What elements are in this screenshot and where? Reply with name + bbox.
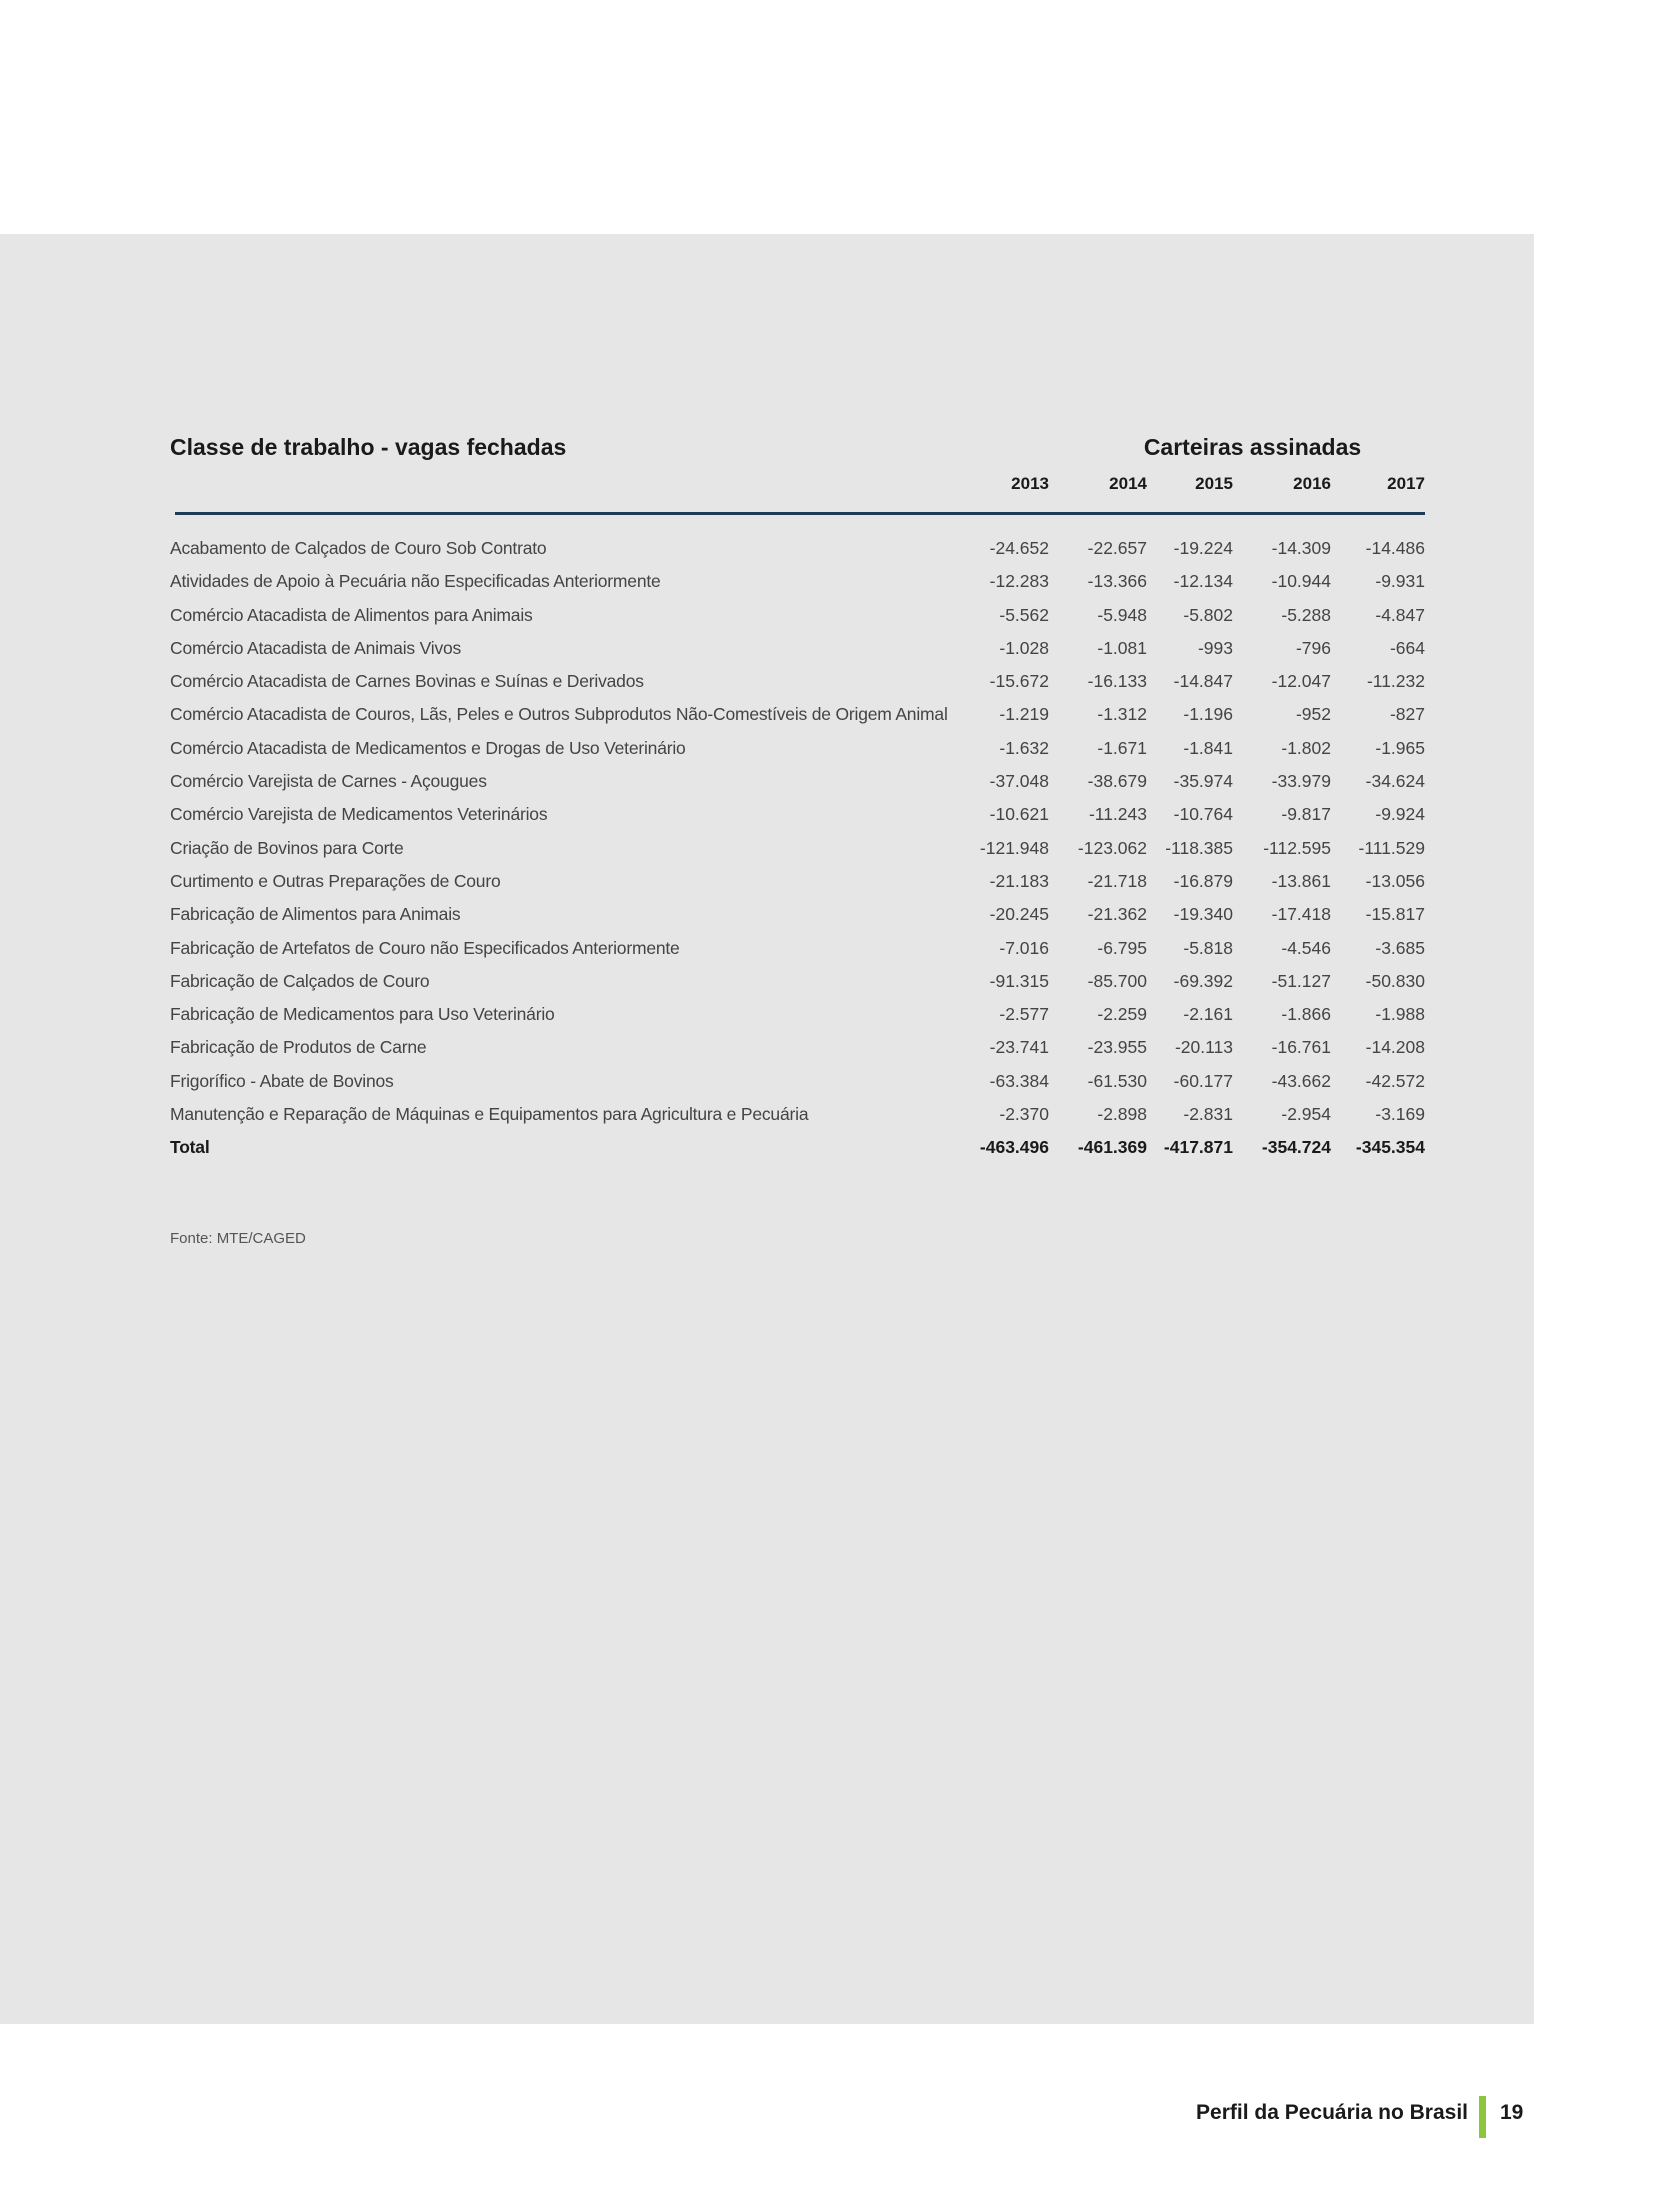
table-row (0, 871, 1534, 904)
year-header-2013: 2013 (1011, 474, 1049, 493)
row-value-2015: -2.831 (1183, 1104, 1233, 1125)
row-value-2013: -10.621 (989, 804, 1049, 825)
table-row (0, 1004, 1534, 1037)
row-value-2015: -1.196 (1183, 704, 1233, 725)
table-row (0, 971, 1534, 1004)
table-row (0, 904, 1534, 937)
table-row (0, 804, 1534, 837)
row-value-2017: -111.529 (1358, 837, 1425, 858)
row-label: Manutenção e Reparação de Máquinas e Equipamentos para Agricultura e Pecuária (170, 1104, 809, 1125)
table-row (0, 704, 1534, 737)
row-value-2016: -1.866 (1281, 1004, 1331, 1025)
row-value-2013: -21.183 (989, 870, 1049, 891)
row-value-2015: -19.224 (1173, 538, 1233, 558)
row-value-2015: -19.340 (1173, 904, 1233, 925)
row-value-2015: -14.847 (1173, 671, 1233, 692)
table-row (0, 771, 1534, 804)
row-value-2017: -664 (1389, 637, 1425, 658)
row-value-2013: -1.632 (999, 737, 1049, 758)
row-value-2013: -5.562 (999, 604, 1049, 625)
header-divider (175, 512, 1425, 515)
row-value-2015: -20.113 (1174, 1037, 1233, 1058)
table-row (0, 638, 1534, 671)
row-value-2013: -2.577 (999, 1004, 1049, 1025)
row-value-2015: -12.134 (1173, 571, 1233, 592)
row-value-2016: -2.954 (1281, 1104, 1331, 1125)
row-value-2013: -91.315 (989, 970, 1049, 991)
page-number: 19 (1500, 2101, 1524, 2124)
row-label: Comércio Varejista de Carnes - Açougues (170, 771, 487, 792)
row-value-2016: -33.979 (1271, 771, 1331, 792)
row-value-2014: -2.898 (1097, 1104, 1147, 1125)
row-value-2015: -2.161 (1183, 1004, 1233, 1025)
total-value-2013: -463.496 (979, 1137, 1049, 1158)
row-value-2013: -24.652 (989, 538, 1049, 558)
total-value-2017: -345.354 (1355, 1137, 1425, 1158)
row-value-2014: -22.657 (1087, 538, 1147, 558)
row-value-2017: -3.169 (1375, 1104, 1425, 1125)
table-row (0, 738, 1534, 771)
row-value-2013: -2.370 (999, 1104, 1049, 1125)
table-row (0, 571, 1534, 604)
row-value-2017: -1.988 (1375, 1004, 1425, 1025)
row-value-2016: -112.595 (1263, 837, 1331, 858)
row-label: Acabamento de Calçados de Couro Sob Contrato (170, 538, 547, 558)
table-title-right: Carteiras assinadas (1143, 434, 1362, 460)
row-label: Comércio Varejista de Medicamentos Veterinários (170, 804, 548, 825)
row-value-2014: -6.795 (1097, 937, 1147, 958)
row-value-2017: -1.965 (1375, 737, 1425, 758)
table-title-left: Classe de trabalho - vagas fechadas (170, 434, 567, 460)
row-value-2016: -1.802 (1281, 737, 1331, 758)
row-label: Frigorífico - Abate de Bovinos (170, 1070, 394, 1091)
row-value-2017: -50.830 (1365, 970, 1425, 991)
row-value-2013: -12.283 (989, 571, 1049, 592)
row-label: Fabricação de Calçados de Couro (170, 970, 430, 991)
row-value-2013: -15.672 (989, 671, 1049, 692)
row-value-2014: -16.133 (1087, 671, 1147, 692)
row-label: Fabricação de Produtos de Carne (170, 1037, 427, 1058)
row-value-2014: -13.366 (1087, 571, 1147, 592)
row-value-2016: -952 (1295, 704, 1331, 725)
row-value-2017: -827 (1389, 704, 1425, 725)
row-value-2015: -1.841 (1183, 737, 1233, 758)
row-value-2013: -37.048 (989, 771, 1049, 792)
row-value-2014: -123.062 (1077, 837, 1147, 858)
row-value-2015: -60.177 (1173, 1070, 1233, 1091)
row-value-2017: -3.685 (1375, 937, 1425, 958)
row-value-2017: -9.931 (1375, 571, 1425, 592)
row-value-2014: -1.312 (1097, 704, 1147, 725)
row-value-2013: -23.741 (989, 1037, 1049, 1058)
row-value-2016: -51.127 (1271, 970, 1331, 991)
row-value-2017: -14.486 (1365, 538, 1425, 558)
row-value-2017: -42.572 (1365, 1070, 1425, 1091)
table-row (0, 1104, 1534, 1137)
row-value-2015: -69.392 (1173, 970, 1233, 991)
row-value-2017: -13.056 (1365, 870, 1425, 891)
row-label: Comércio Atacadista de Carnes Bovinas e Suínas e Derivados (170, 671, 644, 692)
table-total-row (0, 1137, 1534, 1170)
row-value-2016: -4.546 (1281, 937, 1331, 958)
row-label: Comércio Atacadista de Medicamentos e Drogas de Uso Veterinário (170, 737, 686, 758)
row-value-2014: -85.700 (1087, 970, 1147, 991)
year-header-2016: 2016 (1293, 474, 1331, 493)
row-value-2016: -17.418 (1271, 904, 1331, 925)
row-value-2014: -5.948 (1097, 604, 1147, 625)
row-value-2013: -121.948 (979, 837, 1049, 858)
total-label: Total (170, 1137, 210, 1158)
row-label: Comércio Atacadista de Alimentos para Animais (170, 604, 533, 625)
source-note: Fonte: MTE/CAGED (170, 1230, 306, 1247)
row-value-2017: -4.847 (1375, 604, 1425, 625)
row-value-2015: -993 (1197, 637, 1233, 658)
row-value-2013: -20.245 (989, 904, 1049, 925)
row-value-2017: -15.817 (1365, 904, 1425, 925)
row-value-2017: -34.624 (1365, 771, 1425, 792)
row-value-2016: -12.047 (1271, 671, 1331, 692)
row-value-2016: -796 (1295, 637, 1331, 658)
row-value-2013: -63.384 (989, 1070, 1049, 1091)
row-value-2016: -10.944 (1271, 571, 1331, 592)
table-row (0, 605, 1534, 638)
row-value-2017: -9.924 (1375, 804, 1425, 825)
row-value-2014: -1.671 (1097, 737, 1147, 758)
total-value-2016: -354.724 (1261, 1137, 1331, 1158)
row-value-2013: -7.016 (999, 937, 1049, 958)
year-header-2017: 2017 (1387, 474, 1425, 493)
table-row (0, 671, 1534, 704)
row-label: Comércio Atacadista de Animais Vivos (170, 637, 462, 658)
footer-title: Perfil da Pecuária no Brasil (1196, 2101, 1468, 2124)
row-value-2017: -11.232 (1366, 671, 1425, 692)
total-value-2014: -461.369 (1077, 1137, 1147, 1158)
row-value-2015: -5.802 (1183, 604, 1233, 625)
footer-accent-bar (1479, 2096, 1486, 2138)
row-value-2016: -9.817 (1281, 804, 1331, 825)
row-value-2015: -118.385 (1165, 837, 1233, 858)
row-value-2016: -43.662 (1271, 1070, 1331, 1091)
row-value-2014: -11.243 (1088, 804, 1147, 825)
year-header-2014: 2014 (1109, 474, 1147, 493)
year-header-2015: 2015 (1195, 474, 1233, 493)
row-value-2014: -23.955 (1087, 1037, 1147, 1058)
row-value-2014: -38.679 (1087, 771, 1147, 792)
row-value-2016: -16.761 (1271, 1037, 1331, 1058)
row-value-2015: -10.764 (1173, 804, 1233, 825)
row-value-2013: -1.219 (999, 704, 1049, 725)
row-label: Comércio Atacadista de Couros, Lãs, Peles e Outros Subprodutos Não-Comestíveis de Origem Animal (170, 704, 948, 725)
row-value-2015: -35.974 (1173, 771, 1233, 792)
row-label: Atividades de Apoio à Pecuária não Especificadas Anteriormente (170, 571, 661, 592)
row-label: Curtimento e Outras Preparações de Couro (170, 870, 501, 891)
row-value-2016: -14.309 (1271, 538, 1331, 558)
row-value-2014: -21.718 (1087, 870, 1147, 891)
row-value-2016: -13.861 (1271, 870, 1331, 891)
table-row (0, 1037, 1534, 1070)
row-value-2014: -61.530 (1087, 1070, 1147, 1091)
row-label: Fabricação de Artefatos de Couro não Especificados Anteriormente (170, 937, 680, 958)
row-value-2015: -16.879 (1173, 870, 1233, 891)
row-value-2015: -5.818 (1183, 937, 1233, 958)
table-row (0, 838, 1534, 871)
row-value-2016: -5.288 (1281, 604, 1331, 625)
table-row (0, 1071, 1534, 1104)
row-label: Criação de Bovinos para Corte (170, 837, 404, 858)
row-value-2014: -2.259 (1097, 1004, 1147, 1025)
table-row (0, 538, 1534, 571)
total-value-2015: -417.871 (1163, 1137, 1233, 1158)
row-value-2017: -14.208 (1365, 1037, 1425, 1058)
table-row (0, 938, 1534, 971)
table-body (0, 538, 1534, 1171)
row-value-2013: -1.028 (999, 637, 1049, 658)
row-label: Fabricação de Medicamentos para Uso Veterinário (170, 1004, 555, 1025)
row-value-2014: -21.362 (1087, 904, 1147, 925)
row-value-2014: -1.081 (1097, 637, 1147, 658)
row-label: Fabricação de Alimentos para Animais (170, 904, 461, 925)
